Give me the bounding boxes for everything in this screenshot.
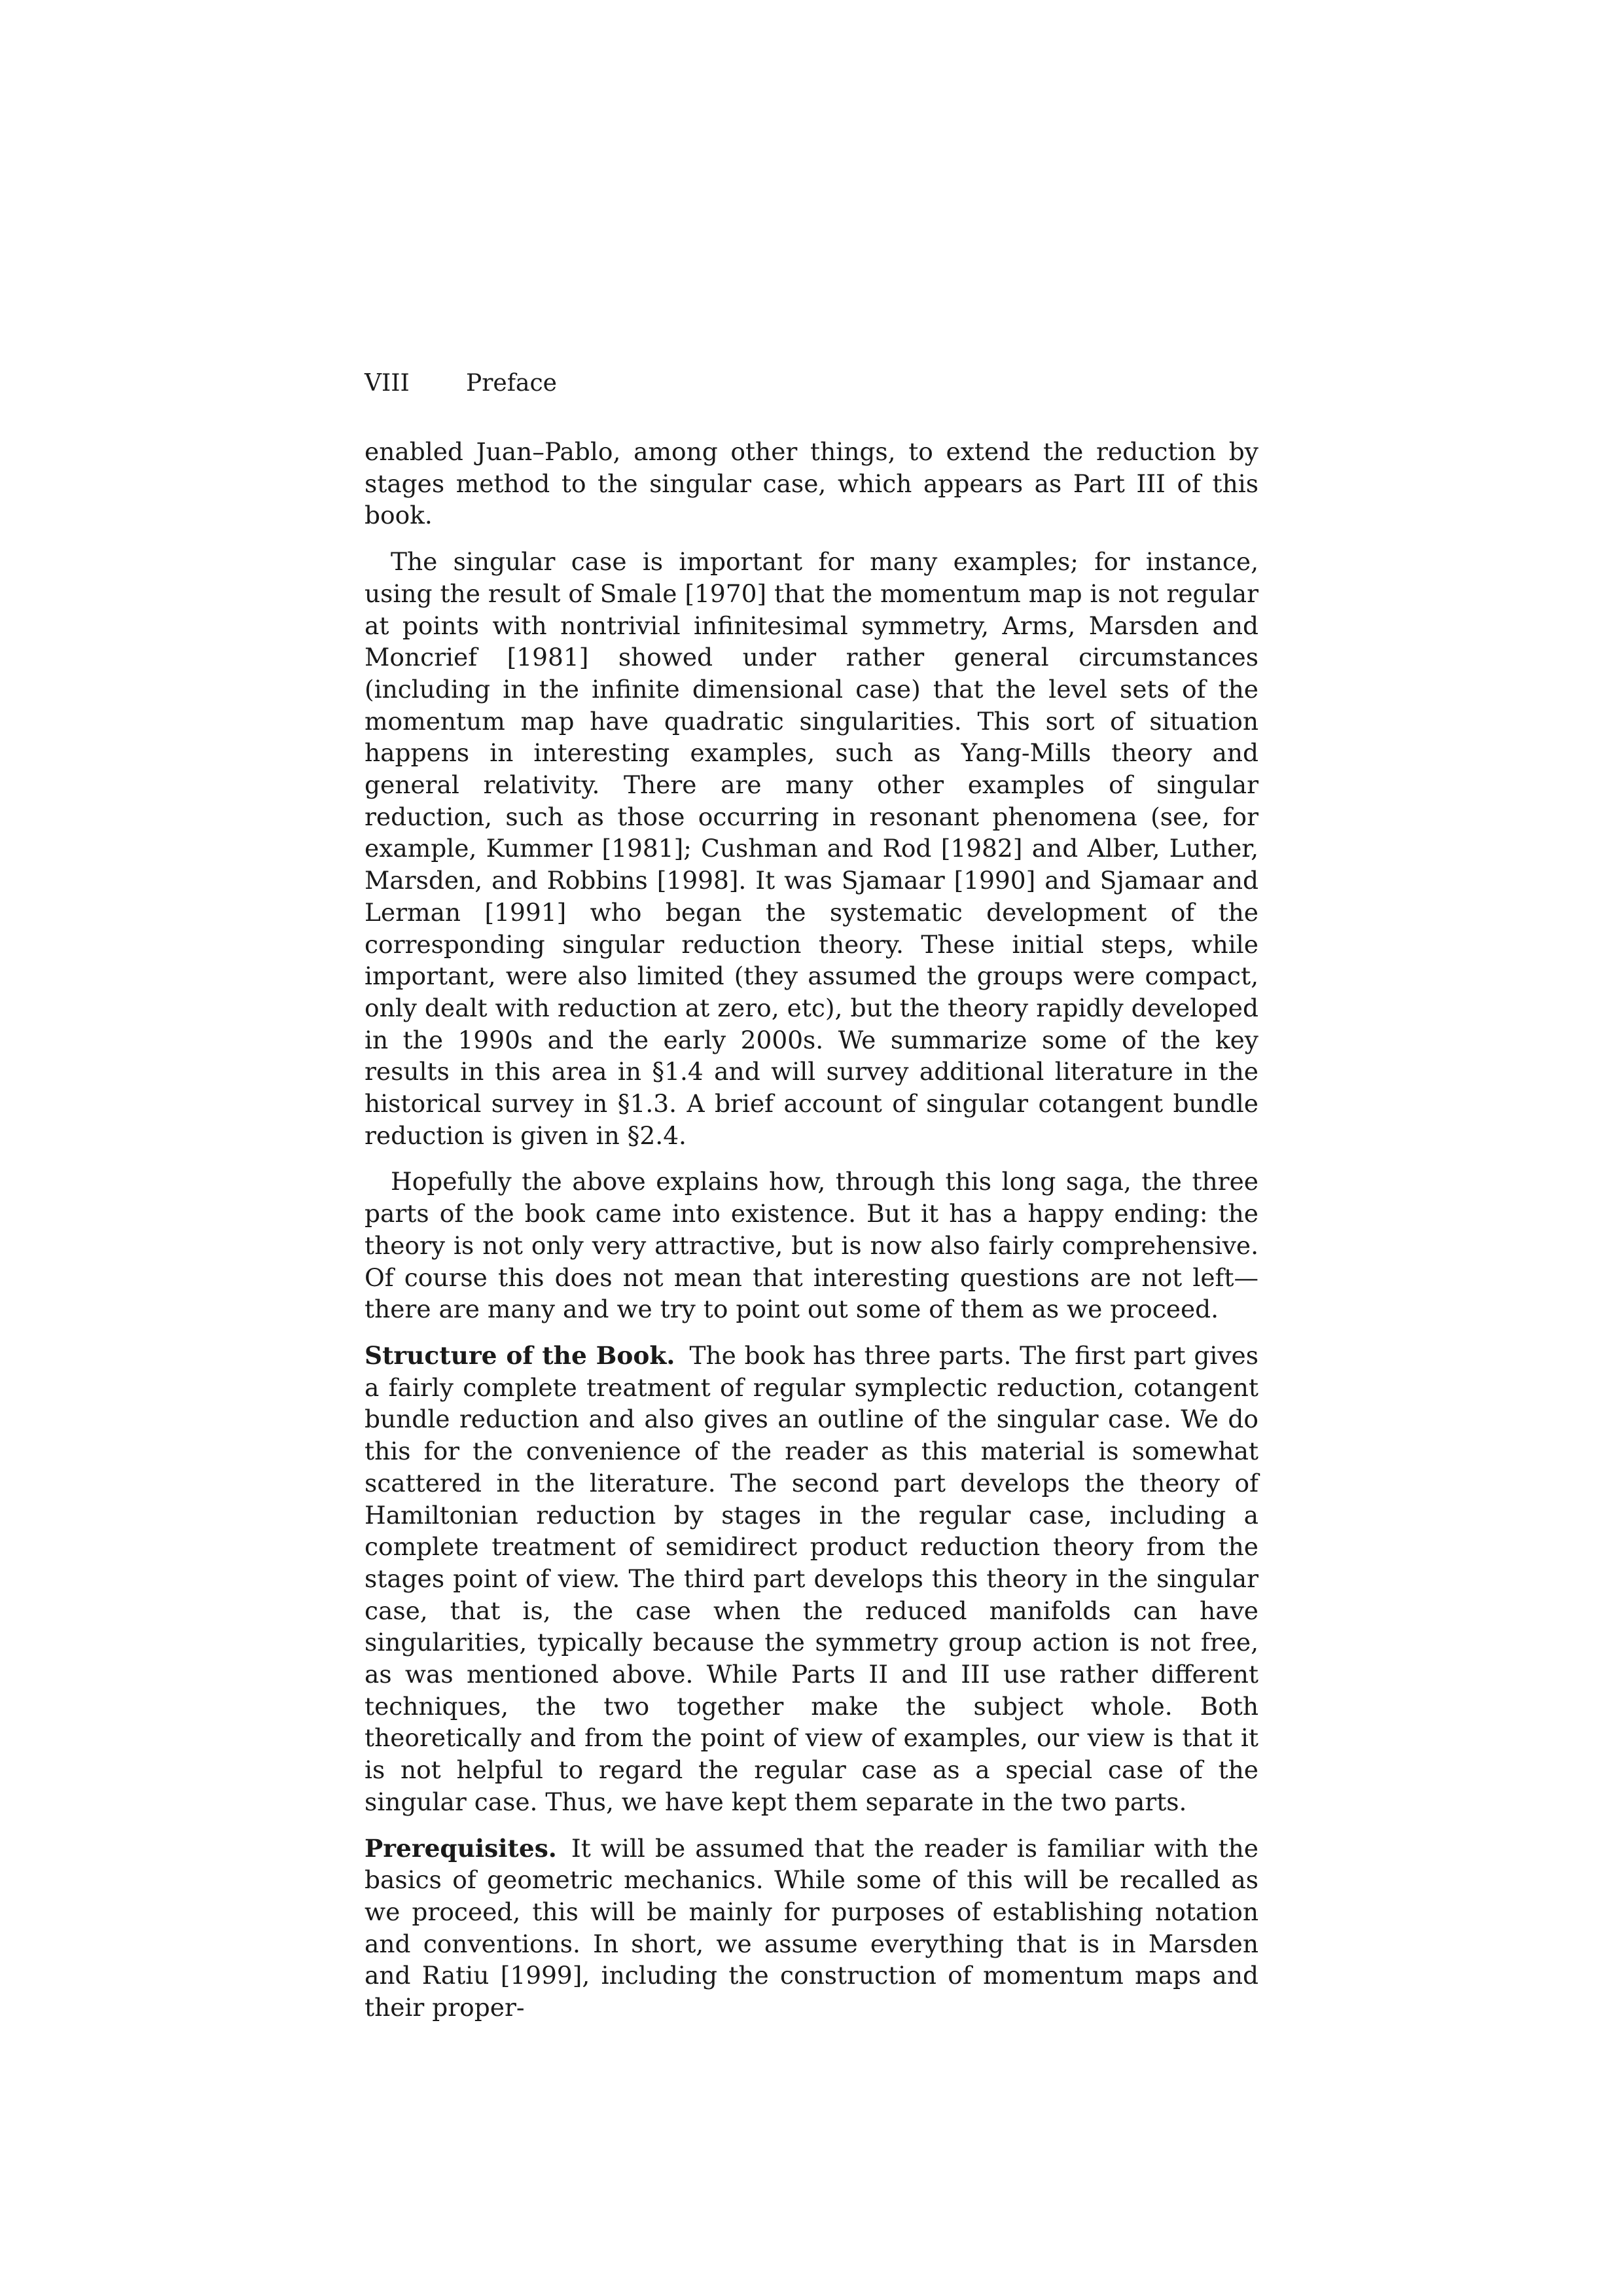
paragraph-continuation: enabled Juan–Pablo, among other things, to extend the reduction by stages method to the singular case, which appears as Part III of this book.	[365, 437, 1258, 530]
paragraph-singular-case: The singular case is important for many examples; for instance, using the result of Smale [1970] that the momentum map is not regular at points with nontrivial infinitesimal symmetry, Arms, Marsden and Moncrief [1981] showed under rather general circumstances (including in the infinite dimensional case) that the level sets of the momentum map have quadratic singularities. This sort of situation happens in interesting examples, such as Yang-Mills theory and general relativity. There are many other examples of singular reduction, such as those occurring in resonant phenomena (see, for example, Kummer [1981]; Cushman and Rod [1982] and Alber, Luther, Marsden, and Robbins [1998]. It was Sjamaar [1990] and Sjamaar and Lerman [1991] who began the systematic development of the corresponding singular reduction theory. These initial steps, while important, were also limited (they assumed the groups were compact, only dealt with reduction at zero, etc), but the theory rapidly developed in the 1990s and the early 2000s. We summarize some of the key results in this area in §1.4 and will survey additional literature in the historical survey in §1.3. A brief account of singular cotangent bundle reduction is given in §2.4.	[365, 547, 1258, 1150]
structure-heading: Structure of the Book.	[365, 1340, 675, 1370]
book-page	[365, 364, 1258, 2024]
chapter-title: Preface	[466, 370, 557, 397]
prerequisites-heading: Prerequisites.	[365, 1833, 557, 1863]
running-head	[365, 364, 1258, 403]
page-number: VIII	[365, 370, 410, 397]
paragraph-structure	[365, 1340, 1258, 1818]
paragraph-saga: Hopefully the above explains how, through this long saga, the three parts of the book came into existence. But it has a happy ending: the theory is not only very attractive, but is now also fairly comprehensive. Of course this does not mean that interesting questions are not left—there are many and we try to point out some of them as we proceed.	[365, 1167, 1258, 1324]
paragraph-prerequisites	[365, 1833, 1258, 2024]
prerequisites-body: It will be assumed that the reader is familiar with the basics of geometric mechanics. While some of this will be recalled as we proceed, this will be mainly for purposes of establishing notation and conventions. In short, we assume everything that is in Marsden and Ratiu [1999], including the construction of momentum maps and their proper-	[365, 1833, 1258, 2022]
structure-body: The book has three parts. The first part gives a fairly complete treatment of regular symplectic reduction, cotangent bundle reduction and also gives an outline of the singular case. We do this for the convenience of the reader as this material is somewhat scattered in the literature. The second part develops the theory of Hamiltonian reduction by stages in the regular case, including a complete treatment of semidirect product reduction theory from the stages point of view. The third part develops this theory in the singular case, that is, the case when the reduced manifolds can have singularities, typically because the symmetry group action is not free, as was mentioned above. While Parts II and III use rather different techniques, the two together make the subject whole. Both theoretically and from the point of view of examples, our view is that it is not helpful to regard the regular case as a special case of the singular case. Thus, we have kept them separate in the two parts.	[365, 1340, 1258, 1816]
